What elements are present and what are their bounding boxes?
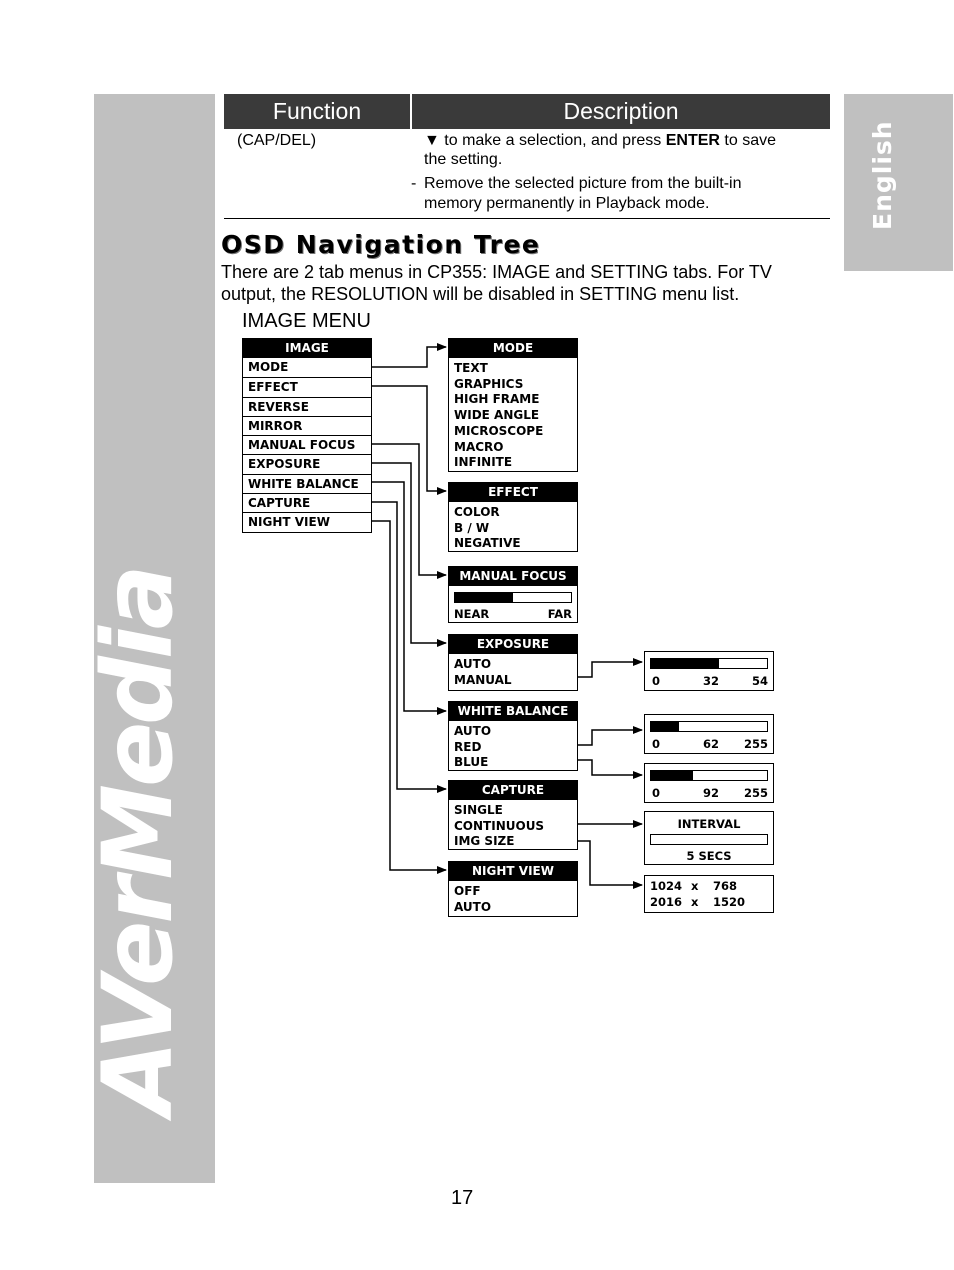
mode-option-microscope[interactable]: MICROSCOPE: [454, 423, 544, 438]
image-menu-label: IMAGE MENU: [242, 310, 371, 332]
white-balance-submenu: [448, 701, 578, 771]
image-menu-item-manual-focus[interactable]: MANUAL FOCUS: [243, 435, 371, 454]
image-menu-title: IMAGE: [243, 339, 371, 358]
img-size-panel: [644, 875, 774, 913]
manual-focus-submenu: [448, 566, 578, 623]
manual-focus-title: MANUAL FOCUS: [449, 567, 577, 586]
language-tab-label: English: [868, 120, 897, 230]
exposure-slider-panel: [644, 651, 774, 691]
function-cell: (CAP/DEL): [237, 132, 317, 149]
night-view-option-off[interactable]: OFF: [454, 884, 481, 898]
capture-option-single[interactable]: SINGLE: [454, 803, 503, 817]
focus-near-label: NEAR: [454, 607, 490, 621]
description-line-4: memory permanently in Playback mode.: [424, 195, 710, 212]
mode-option-macro[interactable]: MACRO: [454, 439, 504, 454]
img-size-row2-width[interactable]: 2016: [650, 895, 683, 909]
wb-option-auto[interactable]: AUTO: [454, 724, 492, 738]
mode-submenu: [448, 338, 578, 472]
brand-logo: AVerMedia: [82, 567, 194, 1115]
page-number: 17: [451, 1187, 474, 1209]
interval-value: 5 SECS: [686, 849, 732, 863]
red-slider-value: 62: [703, 737, 720, 751]
red-slider-panel: [644, 714, 774, 754]
mode-option-infinite[interactable]: INFINITE: [454, 455, 513, 470]
mode-option-graphics[interactable]: GRAPHICS: [454, 376, 524, 391]
description-line-3: Remove the selected picture from the built-in: [424, 175, 742, 192]
img-size-row2-height[interactable]: 1520: [713, 895, 746, 909]
img-size-row2-x: x: [691, 895, 699, 909]
table-header-function: Function: [224, 94, 410, 129]
image-menu-item-capture[interactable]: CAPTURE: [243, 493, 371, 512]
img-size-row1-x: x: [691, 879, 699, 893]
image-menu-item-exposure[interactable]: EXPOSURE: [243, 454, 371, 473]
description-line-1: ▼ to make a selection, and press ENTER to save: [424, 132, 776, 149]
night-view-option-auto[interactable]: AUTO: [454, 899, 492, 914]
description-bullet: -: [411, 175, 417, 192]
effect-option-negative[interactable]: NEGATIVE: [454, 536, 521, 551]
blue-slider-panel: [644, 763, 774, 803]
image-menu-box: [242, 338, 372, 533]
white-balance-title: WHITE BALANCE: [449, 702, 577, 721]
blue-slider-max: 255: [743, 786, 768, 800]
description-line-2: the setting.: [424, 151, 503, 168]
mode-option-text[interactable]: TEXT: [454, 361, 488, 375]
blue-slider-value: 92: [703, 786, 720, 800]
blue-slider[interactable]: [650, 770, 768, 781]
blue-slider-fill: [651, 771, 693, 780]
section-title: OSD Navigation Tree: [221, 230, 541, 259]
image-menu-item-reverse[interactable]: REVERSE: [243, 397, 371, 416]
effect-option-color[interactable]: COLOR: [454, 505, 500, 519]
blue-slider-min: 0: [652, 786, 661, 800]
red-slider-fill: [651, 722, 679, 731]
focus-slider-fill: [455, 593, 513, 602]
image-menu-item-white-balance[interactable]: WHITE BALANCE: [243, 474, 371, 493]
focus-far-label: FAR: [547, 607, 572, 621]
capture-option-img-size[interactable]: IMG SIZE: [454, 834, 515, 849]
image-menu-item-mirror[interactable]: MIRROR: [243, 416, 371, 435]
exposure-option-auto[interactable]: AUTO: [454, 657, 492, 671]
section-intro: There are 2 tab menus in CP355: IMAGE and SETTING tabs. For TV output, the RESOLUTION will be disabled in SETTING menu list.: [221, 262, 772, 304]
wb-option-blue[interactable]: BLUE: [454, 755, 489, 770]
interval-slider[interactable]: [650, 834, 768, 845]
effect-submenu-title: EFFECT: [449, 483, 577, 502]
focus-slider[interactable]: [454, 592, 572, 603]
effect-submenu: [448, 482, 578, 552]
image-menu-item-night-view[interactable]: NIGHT VIEW: [243, 512, 371, 531]
mode-option-high-frame[interactable]: HIGH FRAME: [454, 392, 540, 407]
image-menu-item-mode[interactable]: MODE: [248, 360, 289, 374]
img-size-row1-width[interactable]: 1024: [650, 879, 683, 893]
capture-option-continuous[interactable]: CONTINUOUS: [454, 818, 545, 833]
exposure-slider-fill: [651, 659, 719, 668]
effect-option-bw[interactable]: B / W: [454, 520, 490, 535]
red-slider-max: 255: [743, 737, 768, 751]
image-menu-item-effect[interactable]: EFFECT: [243, 377, 371, 396]
table-header-description: Description: [412, 94, 830, 129]
capture-submenu-title: CAPTURE: [449, 781, 577, 800]
exposure-option-manual[interactable]: MANUAL: [454, 672, 512, 687]
exposure-submenu: [448, 634, 578, 691]
exposure-slider-max: 54: [751, 674, 768, 688]
exposure-slider[interactable]: [650, 658, 768, 669]
red-slider-min: 0: [652, 737, 661, 751]
night-view-submenu: [448, 861, 578, 917]
wb-option-red[interactable]: RED: [454, 739, 482, 754]
exposure-slider-min: 0: [652, 674, 661, 688]
red-slider[interactable]: [650, 721, 768, 732]
exposure-submenu-title: EXPOSURE: [449, 635, 577, 654]
mode-option-wide-angle[interactable]: WIDE ANGLE: [454, 408, 540, 423]
mode-submenu-title: MODE: [449, 339, 577, 358]
exposure-slider-value: 32: [703, 674, 720, 688]
night-view-title: NIGHT VIEW: [449, 862, 577, 881]
img-size-row1-height[interactable]: 768: [713, 879, 738, 893]
interval-title: INTERVAL: [677, 817, 741, 831]
capture-submenu: [448, 780, 578, 850]
interval-panel: [644, 811, 774, 865]
